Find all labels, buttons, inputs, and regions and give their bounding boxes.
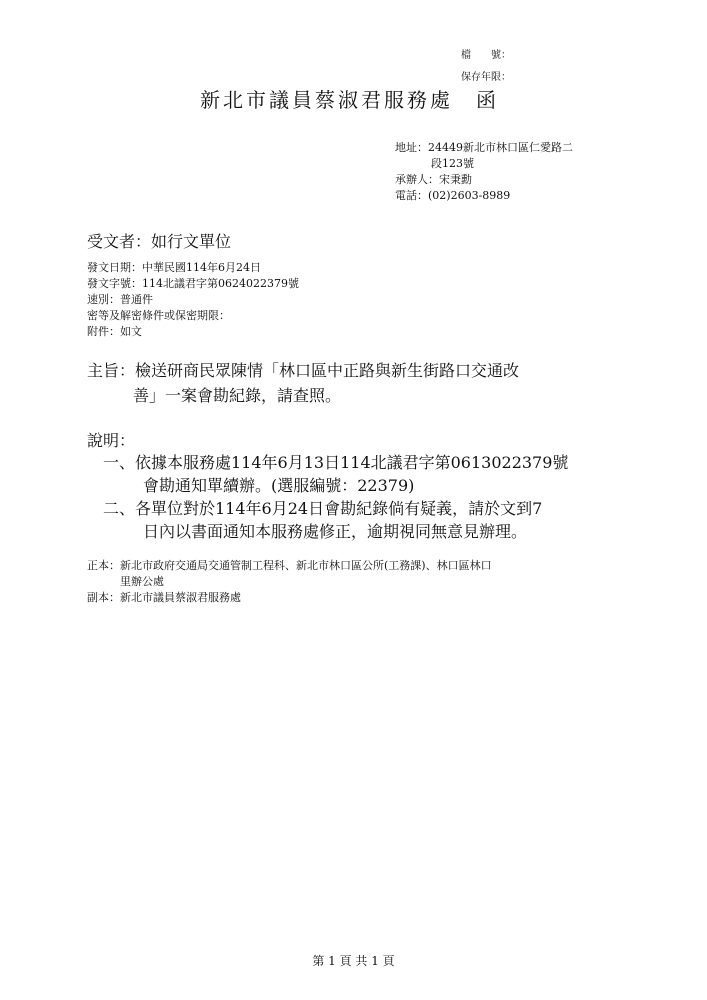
- security-level: 密等及解密條件或保密期限：: [87, 309, 230, 322]
- file-number-label: 檔 號：: [461, 50, 511, 61]
- subject-block: [87, 358, 519, 408]
- item-1-line1: 一、依據本服務處114年6月13日114北議君字第0613022379號: [103, 453, 569, 472]
- item-2-line2: 日內以書面通知本服務處修正，逾期視同無意見辦理。: [143, 522, 528, 541]
- speed: 速別：普通件: [87, 293, 153, 306]
- page-number: 第 1 頁 共 1 頁: [312, 954, 395, 968]
- sender-phone: 電話：(02)2603-8989: [395, 189, 511, 202]
- retention-label: 保存年限：: [461, 72, 511, 83]
- item-1-line2: 會勘通知單續辦。(選服編號：22379): [143, 476, 415, 495]
- sender-address-line2: 段123號: [431, 157, 474, 170]
- sender-address-line1: 地址：24449新北市林口區仁愛路二: [395, 141, 573, 154]
- description-item-1: [103, 451, 568, 497]
- copy-recipients: 副本：新北市議員蔡淑君服務處: [87, 591, 241, 604]
- sender-block: [395, 140, 573, 204]
- meta-block: [87, 260, 299, 340]
- main-recipients-line1: 正本：新北市政府交通局交通管制工程科、新北市林口區公所(工務課)、林口區林口: [87, 559, 492, 572]
- description-heading: 說明：: [87, 431, 136, 450]
- attachment: 附件：如文: [87, 325, 142, 338]
- subject-line1: 主旨：檢送研商民眾陳情「林口區中正路與新生街路口交通改: [87, 361, 520, 380]
- document-title: 新北市議員蔡淑君服務處 函: [200, 88, 499, 112]
- distribution-block: [87, 558, 492, 606]
- item-2-line1: 二、各單位對於114年6月24日會勘紀錄倘有疑義，請於文到7: [103, 499, 543, 518]
- recipient: 受文者：如行文單位: [87, 232, 232, 251]
- subject-line2: 善」一案會勘紀錄，請查照。: [133, 386, 342, 405]
- main-recipients-line2: 里辦公處: [120, 575, 164, 588]
- sender-handler: 承辦人：宋秉勳: [395, 173, 472, 186]
- issue-date: 發文日期：中華民國114年6月24日: [87, 261, 261, 274]
- description-item-2: [103, 497, 542, 543]
- issue-number: 發文字號：114北議君字第0624022379號: [87, 277, 299, 290]
